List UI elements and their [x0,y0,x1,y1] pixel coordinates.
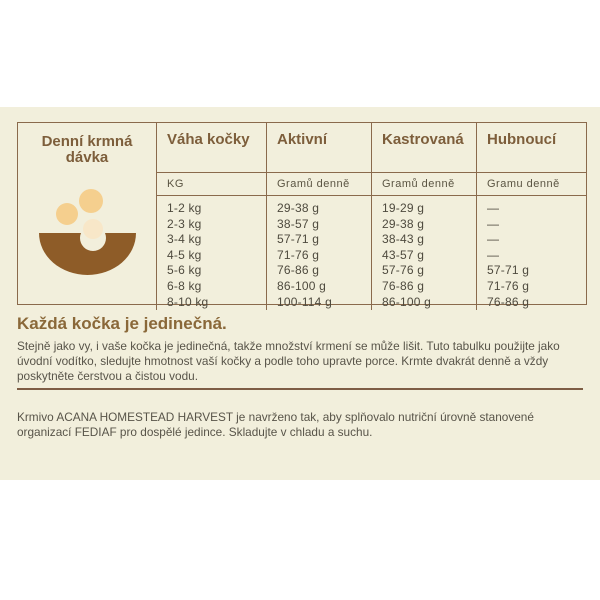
unit-label-grams-weightloss: Gramu denně [476,173,586,196]
table-cell: 76-86 g [487,294,530,309]
data-column-weight [156,196,266,310]
table-cell: 38-57 g [277,216,320,231]
table-cell: 86-100 g [277,278,326,293]
table-corner-title: Denní krmná dávka [41,133,133,166]
intro-paragraph [17,339,560,384]
column-header-weightloss: Hubnoucí [476,123,586,173]
table-cell: 43-57 g [382,247,425,262]
table-cell: — [487,232,500,247]
table-cell: 29-38 g [277,201,320,215]
paragraph-line: Stejně jako vy, i vaše kočka je jedinečná, takže množství krmení se může lišit. Tuto tabulku použijte jako [17,339,560,353]
table-cell: 6-8 kg [167,278,202,293]
table-cell: 76-86 g [277,263,320,278]
table-corner-cell [18,123,156,310]
column-header-active: Aktivní [266,123,371,173]
horizontal-divider [17,388,583,390]
table-cell: 1-2 kg [167,201,202,215]
paragraph-line: organizací FEDIAF pro dospělé jedince. Skladujte v chladu a suchu. [17,425,373,439]
table-cell: 57-76 g [382,263,425,278]
feeding-table [17,122,587,309]
column-header-weight: Váha kočky [156,123,266,173]
table-cell: 57-71 g [487,263,530,278]
bowl-kibble-icon [38,187,137,277]
table-cell: — [487,216,500,231]
column-header-neutered: Kastrovaná [371,123,476,173]
paragraph-line: poskytněte čerstvou a čistou vodu. [17,369,198,383]
paragraph-line: Krmivo ACANA HOMESTEAD HARVEST je navrženo tak, aby splňovalo nutriční úrovně stanovené [17,410,534,424]
table-cell: 100-114 g [277,294,332,309]
paragraph-line: úvodní vodítko, sledujte hmotnost vaší kočky a podle toho upravte porce. Krmte dvakrát denně a vždy [17,354,549,368]
table-cell: 3-4 kg [167,232,202,247]
table-cell: 2-3 kg [167,216,202,231]
table-cell: 4-5 kg [167,247,202,262]
table-cell: 57-71 g [277,232,320,247]
nutrition-note-paragraph [17,410,534,440]
table-cell: 71-76 g [487,278,530,293]
table-cell: 19-29 g [382,201,425,215]
unit-label-grams-active: Gramů denně [266,173,371,196]
table-cell: 5-6 kg [167,263,202,278]
section-heading: Každá kočka je jedinečná. [17,314,227,333]
table-cell: — [487,247,500,262]
feeding-info-panel [0,107,600,480]
table-cell: — [487,201,500,215]
table-cell: 76-86 g [382,278,425,293]
table-cell: 71-76 g [277,247,320,262]
table-cell: 38-43 g [382,232,425,247]
data-column-active [266,196,371,310]
table-cell: 29-38 g [382,216,425,231]
data-column-neutered [371,196,476,310]
table-cell: 86-100 g [382,294,431,309]
table-cell: 8-10 kg [167,294,209,309]
data-column-weightloss [476,196,586,310]
unit-label-grams-neutered: Gramů denně [371,173,476,196]
unit-label-kg: KG [156,173,266,196]
